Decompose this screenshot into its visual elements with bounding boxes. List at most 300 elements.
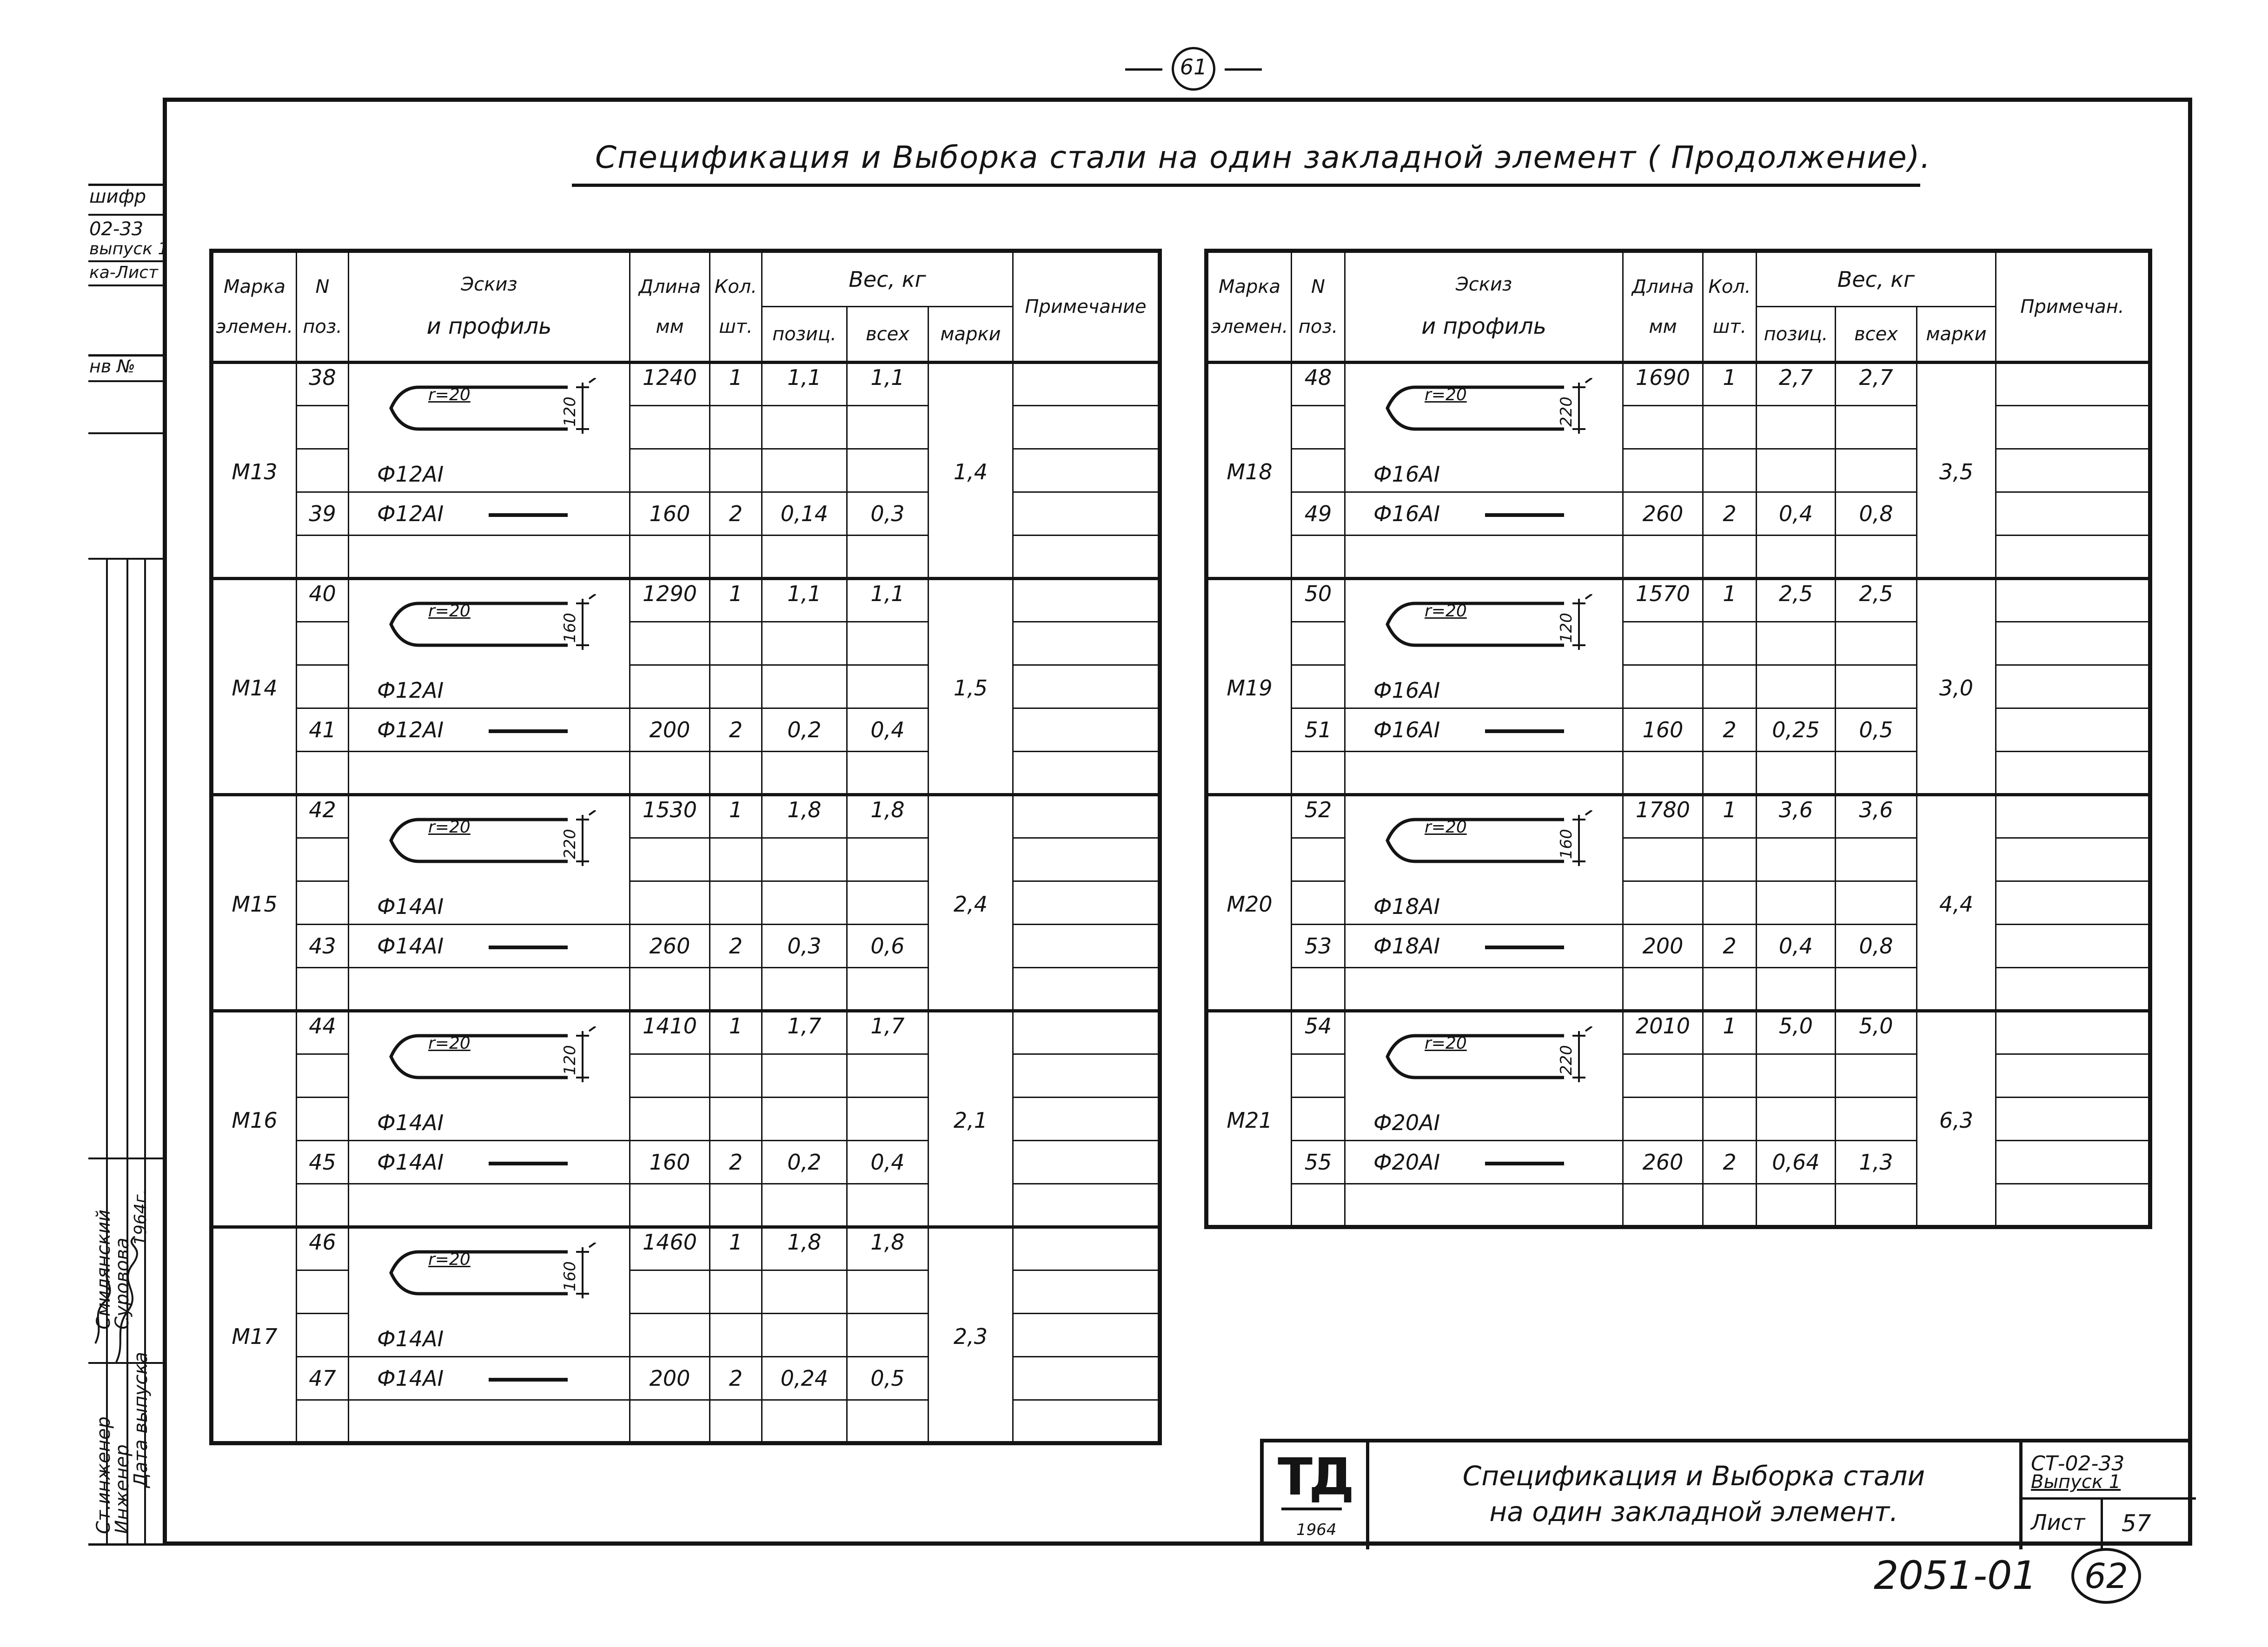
cell-qty-value: 2: [1723, 1150, 1737, 1175]
cell-pos: [297, 1141, 349, 1184]
mark-weight-value: 2,3: [953, 1324, 988, 1349]
cell-qty: [710, 925, 762, 968]
height-dimension-label: 160: [561, 613, 579, 643]
cell-qty: [710, 449, 762, 492]
cell-length: [1623, 795, 1703, 838]
sidebar-line: [88, 260, 165, 262]
cell-weight-pos: [762, 1184, 847, 1227]
pos-number: 41: [309, 717, 336, 742]
cell-weight-all: [1836, 536, 1917, 579]
cell-length: [630, 1184, 710, 1227]
bar-outline: [391, 820, 568, 861]
signature-scribbles: [91, 1232, 146, 1371]
cell-sketch: [1345, 968, 1623, 1011]
cell-qty: [710, 795, 762, 838]
profile-label: Ф20АI: [1373, 1110, 1440, 1135]
cell-length: [1623, 449, 1703, 492]
cell-qty: [710, 1400, 762, 1443]
profile-label: Ф12АI: [377, 717, 444, 742]
cell-weight-pos-value: 0,2: [787, 717, 822, 742]
cell-weight-all: [847, 752, 928, 795]
mark-label: М19: [1227, 675, 1273, 701]
cell-weight-all: [847, 406, 928, 449]
cell-note: [1996, 1098, 2150, 1141]
cell-qty: [1703, 363, 1757, 406]
sidebar-line: [88, 284, 165, 286]
cell-note: [1996, 881, 2150, 925]
table-row: [212, 363, 1160, 406]
cell-weight-pos-value: 1,7: [787, 1013, 822, 1038]
cell-mark: [1207, 795, 1292, 1011]
cell-weight-all: [1836, 968, 1917, 1011]
top-page-number-group: [1116, 44, 1283, 95]
header-sketch: Эскиз и профиль: [1345, 251, 1623, 363]
mark-weight-value: 3,5: [1939, 459, 1974, 484]
dash-left: [1125, 68, 1162, 71]
cell-sketch: [1345, 579, 1623, 708]
height-dimension-label: 160: [1557, 829, 1576, 859]
sidebar-name-2: Суровова: [112, 1237, 133, 1330]
cell-weight-pos: [1757, 708, 1836, 752]
cell-pos: [1292, 838, 1345, 881]
stamp-title-line-1: Спецификация и Выборка стали: [1462, 1460, 1925, 1492]
height-dimension-label: 220: [561, 829, 579, 859]
table-row: [1207, 968, 2150, 1011]
table-row: [1207, 1184, 2150, 1227]
cell-pos: [1292, 1054, 1345, 1098]
sketch-wrap: [1378, 1026, 1597, 1089]
header-weight: Вес, кг: [1757, 251, 1996, 307]
cell-weight-all: [847, 1098, 928, 1141]
cell-qty: [710, 492, 762, 536]
cell-weight-pos: [762, 1011, 847, 1054]
table-row: [1207, 1141, 2150, 1184]
table-row: [212, 1357, 1160, 1400]
cell-note: [1996, 1141, 2150, 1184]
cell-qty: [710, 622, 762, 665]
cell-pos: [297, 1054, 349, 1098]
cell-qty-value: 1: [1723, 365, 1737, 390]
cell-note: [1996, 1054, 2150, 1098]
cell-weight-pos: [1757, 406, 1836, 449]
bend-radius-label: r=20: [428, 602, 471, 621]
mark-weight-value: 2,4: [953, 892, 988, 917]
cell-length: [630, 665, 710, 708]
mark-label: М16: [232, 1108, 278, 1133]
cell-pos: [297, 708, 349, 752]
cell-length: [630, 1400, 710, 1443]
cell-weight-all: [1836, 449, 1917, 492]
pos-number: 47: [309, 1366, 336, 1391]
profile-label: Ф12АI: [377, 678, 444, 703]
cell-length-value: 2010: [1635, 1013, 1691, 1038]
cell-weight-pos: [762, 579, 847, 622]
cell-pos: [297, 363, 349, 406]
cell-qty: [710, 752, 762, 795]
cell-weight-all: [847, 1357, 928, 1400]
straight-bar-sketch: [1485, 946, 1564, 949]
cell-pos: [297, 492, 349, 536]
pos-number: 48: [1304, 365, 1332, 390]
cell-length: [630, 1098, 710, 1141]
cell-note: [1996, 579, 2150, 622]
cell-weight-pos: [762, 622, 847, 665]
title-block: [1260, 1439, 2192, 1546]
cell-pos: [1292, 968, 1345, 1011]
cell-length: [1623, 536, 1703, 579]
cell-pos: [1292, 1141, 1345, 1184]
straight-bar-sketch: [489, 513, 568, 517]
table-row: [212, 1141, 1160, 1184]
header-sketch: Эскиз и профиль: [349, 251, 630, 363]
sidebar-line: [88, 214, 165, 216]
stamp-year: 1964: [1296, 1521, 1337, 1539]
sidebar-name-1: Смилянский: [93, 1209, 114, 1330]
cell-sketch: [1345, 708, 1623, 752]
cell-weight-pos: [762, 1054, 847, 1098]
cell-weight-all-value: 0,4: [870, 717, 905, 742]
cell-sketch: [349, 1184, 630, 1227]
profile-label: Ф14АI: [377, 1110, 444, 1135]
profile-label: Ф18АI: [1373, 933, 1440, 959]
cell-length-value: 1240: [642, 365, 697, 390]
header-n: N поз.: [297, 251, 349, 363]
cell-length: [630, 708, 710, 752]
cell-weight-pos-value: 1,8: [787, 1230, 822, 1255]
pos-number: 40: [309, 581, 336, 606]
cell-pos: [1292, 1184, 1345, 1227]
cell-qty: [1703, 406, 1757, 449]
cell-length-value: 1290: [642, 581, 697, 606]
cell-weight-pos: [762, 363, 847, 406]
cell-weight-pos: [762, 838, 847, 881]
stamp-issue: Выпуск 1: [2031, 1471, 2121, 1493]
cell-pos: [1292, 795, 1345, 838]
sketch-wrap: [382, 378, 600, 440]
cell-weight-all-value: 1,1: [870, 581, 905, 606]
cell-pos: [1292, 1098, 1345, 1141]
header-note: Примечан.: [1996, 251, 2150, 363]
pos-number: 42: [309, 797, 336, 822]
stamp-title-line-2: на один закладной элемент.: [1489, 1496, 1898, 1528]
straight-bar-sketch: [489, 1162, 568, 1165]
cell-length: [1623, 838, 1703, 881]
cell-weight-all-value: 1,1: [870, 365, 905, 390]
cell-weight-pos-value: 0,4: [1778, 933, 1813, 959]
table-row: [212, 1184, 1160, 1227]
cell-sketch: [349, 1400, 630, 1443]
cell-sketch: [1345, 363, 1623, 492]
cell-weight-pos: [1757, 622, 1836, 665]
cell-length: [630, 752, 710, 795]
cell-pos: [297, 925, 349, 968]
cell-mark-weight: [928, 1011, 1013, 1227]
cell-weight-pos: [762, 968, 847, 1011]
cell-pos: [1292, 536, 1345, 579]
cell-length-value: 260: [1642, 1150, 1684, 1175]
bend-radius-label: r=20: [428, 385, 471, 404]
cell-mark: [212, 579, 297, 795]
cell-weight-pos: [762, 925, 847, 968]
cell-weight-all-value: 1,8: [870, 1230, 905, 1255]
height-dimension-label: 220: [1557, 1045, 1576, 1075]
cell-weight-pos: [1757, 838, 1836, 881]
title-underline: [572, 184, 1920, 187]
profile-label: Ф14АI: [377, 1326, 444, 1351]
cell-weight-pos: [762, 1227, 847, 1270]
cell-weight-all: [847, 925, 928, 968]
sidebar-role-date: Дата выпуска: [130, 1352, 152, 1488]
cell-mark-weight: [1917, 795, 1996, 1011]
table-row: [1207, 795, 2150, 838]
cell-note: [1013, 363, 1160, 406]
cell-length: [1623, 708, 1703, 752]
pos-number: 45: [309, 1150, 336, 1175]
height-dimension-label: 120: [1557, 613, 1576, 643]
height-dimension-label: 160: [561, 1261, 579, 1291]
cell-qty: [710, 838, 762, 881]
cell-pos: [297, 1227, 349, 1270]
cell-pos: [1292, 665, 1345, 708]
pos-number: 52: [1304, 797, 1332, 822]
cell-pos: [297, 1357, 349, 1400]
table-row: [1207, 708, 2150, 752]
profile-label: Ф14АI: [377, 894, 444, 919]
profile-label: Ф16АI: [1373, 462, 1440, 487]
cell-weight-pos: [1757, 536, 1836, 579]
cell-qty: [710, 363, 762, 406]
cell-length: [630, 795, 710, 838]
cell-mark-weight: [1917, 1011, 1996, 1227]
cell-length: [1623, 925, 1703, 968]
cell-qty-value: 2: [729, 717, 743, 742]
cell-pos: [297, 1184, 349, 1227]
cell-weight-all: [1836, 1011, 1917, 1054]
bar-outline: [391, 1252, 568, 1294]
sidebar-line: [88, 380, 165, 382]
cell-qty: [710, 665, 762, 708]
cell-length: [630, 363, 710, 406]
cell-qty-value: 1: [729, 581, 743, 606]
stamp-divider: [2019, 1497, 2196, 1500]
cell-pos: [297, 406, 349, 449]
cell-weight-all-value: 1,8: [870, 797, 905, 822]
cell-weight-pos: [762, 1270, 847, 1314]
sidebar-year: 1964г.: [131, 1189, 150, 1246]
cell-mark-weight: [928, 1227, 1013, 1443]
cell-sketch: [1345, 752, 1623, 795]
bend-radius-label: r=20: [1425, 818, 1467, 837]
header-weight-mark: марки: [928, 307, 1013, 363]
cell-qty-value: 1: [1723, 1013, 1737, 1038]
cell-weight-all: [847, 622, 928, 665]
profile-label: Ф14АI: [377, 1366, 444, 1391]
cell-weight-pos: [762, 665, 847, 708]
bend-radius-label: r=20: [1425, 385, 1467, 404]
table-row: [1207, 492, 2150, 536]
table-row: [212, 968, 1160, 1011]
cell-length: [1623, 579, 1703, 622]
cell-weight-all: [1836, 665, 1917, 708]
cell-qty: [1703, 881, 1757, 925]
cell-weight-all: [847, 579, 928, 622]
sidebar-role-senior-engineer: Ст.инженер: [93, 1416, 114, 1534]
cell-length-value: 1570: [1635, 581, 1691, 606]
cell-mark-weight: [1917, 579, 1996, 795]
cell-note: [1013, 492, 1160, 536]
cell-note: [1013, 622, 1160, 665]
cell-note: [1996, 406, 2150, 449]
sidebar-line: [126, 558, 128, 1543]
cell-sketch: [349, 1141, 630, 1184]
table-row: [212, 1400, 1160, 1443]
cell-weight-pos-value: 1,8: [787, 797, 822, 822]
cell-sketch: [349, 795, 630, 925]
cell-sketch: [349, 579, 630, 708]
cell-pos: [1292, 1011, 1345, 1054]
cell-pos: [1292, 881, 1345, 925]
stamp-logo: ТД: [1278, 1447, 1351, 1507]
cell-weight-all: [1836, 492, 1917, 536]
cell-qty: [1703, 1011, 1757, 1054]
cell-weight-all-value: 0,5: [870, 1366, 905, 1391]
cell-qty-value: 2: [1723, 501, 1737, 526]
cell-weight-pos: [1757, 665, 1836, 708]
cell-weight-pos-value: 5,0: [1778, 1013, 1813, 1038]
cell-weight-pos-value: 0,3: [787, 933, 822, 959]
header-marka: Марка элемен.: [1207, 251, 1292, 363]
page-number-top: 61: [1180, 54, 1207, 79]
bend-radius-label: r=20: [428, 1034, 471, 1053]
pos-number: 54: [1304, 1013, 1332, 1038]
cell-sketch: [349, 752, 630, 795]
bottom-code: 2051-01: [1874, 1553, 2037, 1598]
mark-label: М15: [232, 892, 278, 917]
table-row: [212, 579, 1160, 622]
cell-note: [1013, 925, 1160, 968]
cell-note: [1013, 579, 1160, 622]
cell-weight-all: [1836, 622, 1917, 665]
table-row: [1207, 363, 2150, 406]
straight-bar-sketch: [489, 729, 568, 733]
cell-qty: [1703, 536, 1757, 579]
cell-length-value: 200: [649, 717, 690, 742]
cell-note: [1013, 1141, 1160, 1184]
cell-qty: [710, 536, 762, 579]
cell-weight-pos-value: 3,6: [1778, 797, 1813, 822]
cell-weight-pos: [762, 795, 847, 838]
cell-weight-all: [847, 492, 928, 536]
cell-length: [630, 881, 710, 925]
cell-qty: [1703, 838, 1757, 881]
cell-sketch: [349, 708, 630, 752]
header-weight-all: всех: [1836, 307, 1917, 363]
cell-qty: [710, 1098, 762, 1141]
table-row: [212, 925, 1160, 968]
mark-weight-value: 6,3: [1939, 1108, 1974, 1133]
table-row: [1207, 752, 2150, 795]
cell-length: [1623, 1184, 1703, 1227]
cell-note: [1013, 1184, 1160, 1227]
stamp-divider: [2101, 1497, 2103, 1549]
cell-weight-all-value: 0,4: [870, 1150, 905, 1175]
cell-length: [1623, 752, 1703, 795]
mark-label: М17: [232, 1324, 278, 1349]
cell-length: [630, 1357, 710, 1400]
cell-weight-pos: [1757, 1098, 1836, 1141]
cell-length: [1623, 622, 1703, 665]
cell-weight-all: [847, 665, 928, 708]
cell-pos: [1292, 579, 1345, 622]
cell-length: [630, 1270, 710, 1314]
cell-weight-all: [1836, 1054, 1917, 1098]
cell-note: [1996, 1011, 2150, 1054]
cell-qty: [1703, 708, 1757, 752]
cell-weight-pos: [762, 1098, 847, 1141]
cell-qty: [1703, 665, 1757, 708]
cell-note: [1013, 449, 1160, 492]
sidebar-shifr: шифр: [89, 186, 146, 207]
cell-pos: [1292, 752, 1345, 795]
cell-sketch: [1345, 492, 1623, 536]
cell-weight-all: [1836, 579, 1917, 622]
profile-label: Ф14АI: [377, 933, 444, 959]
cell-sketch: [1345, 1011, 1623, 1141]
cell-qty: [1703, 1098, 1757, 1141]
header-marka: Марка элемен.: [212, 251, 297, 363]
cell-weight-all: [847, 708, 928, 752]
cell-qty: [1703, 925, 1757, 968]
table-row: [212, 795, 1160, 838]
cell-note: [1013, 1098, 1160, 1141]
cell-weight-all: [847, 1184, 928, 1227]
cell-weight-all: [847, 968, 928, 1011]
mark-weight-value: 1,4: [953, 459, 988, 484]
cell-note: [1996, 536, 2150, 579]
height-dimension-label: 120: [561, 1045, 579, 1075]
cell-qty: [1703, 968, 1757, 1011]
pos-number: 50: [1304, 581, 1332, 606]
pos-number: 44: [309, 1013, 336, 1038]
cell-length-value: 160: [1642, 717, 1684, 742]
cell-weight-all-value: 2,5: [1859, 581, 1893, 606]
cell-note: [1013, 1400, 1160, 1443]
cell-qty: [1703, 1141, 1757, 1184]
cell-qty-value: 1: [729, 1013, 743, 1038]
cell-weight-pos-value: 0,14: [780, 501, 829, 526]
sidebar-issue: выпуск 1: [89, 239, 169, 258]
cell-length: [630, 622, 710, 665]
sidebar-line: [163, 284, 165, 377]
cell-pos: [297, 838, 349, 881]
cell-weight-pos: [762, 492, 847, 536]
bottom-page-number: 62: [2084, 1556, 2129, 1596]
table-row: [1207, 1011, 2150, 1054]
cell-length: [1623, 1098, 1703, 1141]
table-row: [212, 1227, 1160, 1270]
cell-note: [1013, 968, 1160, 1011]
cell-note: [1013, 1314, 1160, 1357]
table-row: [212, 1011, 1160, 1054]
cell-weight-all-value: 0,5: [1859, 717, 1893, 742]
cell-weight-all: [847, 536, 928, 579]
header-weight-mark: марки: [1917, 307, 1996, 363]
cell-sketch: [349, 363, 630, 492]
sidebar-line: [88, 1158, 165, 1159]
cell-length: [1623, 665, 1703, 708]
sidebar-role-engineer: Инженер: [112, 1444, 133, 1534]
mark-label: М20: [1227, 892, 1273, 917]
